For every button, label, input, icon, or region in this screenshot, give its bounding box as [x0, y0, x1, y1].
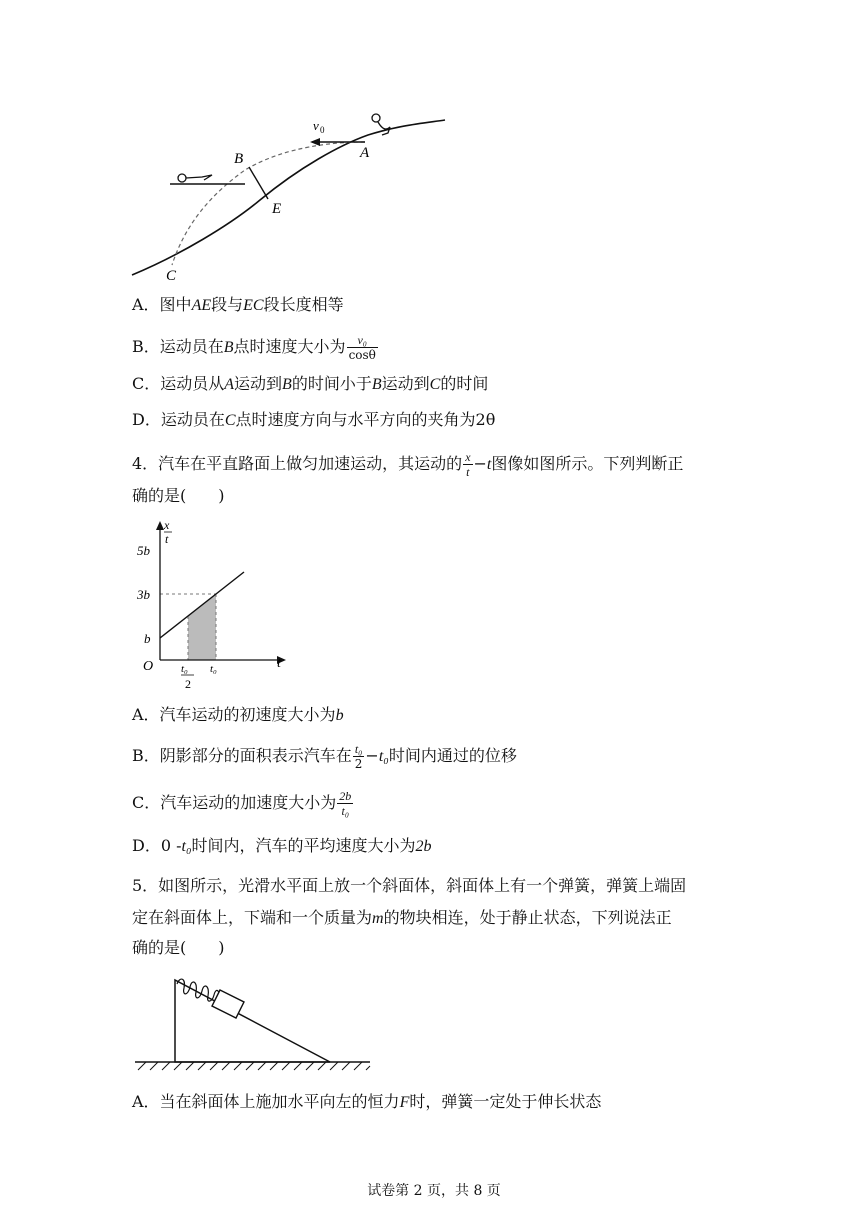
y-tick-b: b: [144, 631, 151, 646]
q3-option-c: C．运动员从A运动到B的时间小于B运动到C的时间: [132, 374, 489, 393]
q5-option-a: A．当在斜面体上施加水平向左的恒力F时，弹簧一定处于伸长状态: [132, 1092, 602, 1111]
be-segment: [249, 167, 268, 199]
q4-stem-line2: 确的是( ): [132, 486, 225, 505]
origin-label: O: [143, 659, 154, 674]
shaded-area: [188, 594, 216, 660]
q3-option-b: B．运动员在B点时速度大小为 $\frac{\text{v₀}}{\cos\theta}$: [132, 333, 376, 362]
page-footer: 试卷第 2 页，共 8 页: [367, 1183, 501, 1199]
y-tick-3b: 3b: [137, 587, 150, 602]
q4-option-a: A．汽车运动的初速度大小为b: [132, 705, 344, 724]
y-tick-5b: 5b: [137, 543, 150, 558]
label-a: A: [360, 145, 370, 161]
label-c: C: [166, 268, 177, 284]
incline-body: [175, 980, 330, 1062]
ski-slope-figure: [120, 105, 460, 290]
x-tick-t0: t₀: [210, 663, 217, 675]
xt-t-chart: [130, 515, 300, 695]
spring-icon: [177, 979, 220, 1001]
q3-option-a: A．图中AE段与EC段长度相等: [132, 295, 344, 314]
x-tick-half-num: t₀: [181, 663, 188, 675]
label-e: E: [272, 201, 282, 217]
q3-option-d: D．运动员在C点时速度方向与水平方向的夹角为2θ: [132, 410, 496, 429]
q4-option-c: C．汽车运动的加速度大小为 $\frac{2b}{\text{t₀}}$: [132, 789, 352, 818]
x-tick-half-den: 2: [185, 677, 191, 691]
q5-stem-line1: 5．如图所示，光滑水平面上放一个斜面体，斜面体上有一个弹簧，弹簧上端固: [132, 876, 687, 895]
fraction-x-over-t: $\frac{x}{t}$: [465, 450, 471, 479]
q4-stem-line1: 4．汽车在平直路面上做匀加速运动，其运动的 $\frac{x}{t}$ −t图像如图所示。下列判断正: [132, 450, 684, 479]
y-label-num: x: [164, 518, 170, 532]
trajectory-dashed: [172, 142, 365, 265]
q5-stem-line2: 定在斜面体上，下端和一个质量为m的物块相连，处于静止状态，下列说法正: [132, 908, 672, 927]
q4-option-b: B．阴影部分的面积表示汽车在 $\frac{\text{t₀}}{2}$ −t₀时间内通过的位移: [132, 742, 517, 771]
v0-arrowhead: [310, 138, 320, 146]
x-label: t: [277, 656, 281, 671]
q5-stem-line3: 确的是( ): [132, 938, 225, 957]
label-b: B: [234, 151, 244, 167]
ground-hatch: [138, 1062, 370, 1070]
label-v0: v: [313, 118, 319, 133]
y-label-den: t: [165, 532, 169, 546]
skier-b-icon: [178, 174, 212, 182]
fraction-t0-over-2: $\frac{\text{t₀}}{2}$: [354, 742, 363, 771]
q4-option-d: D．0 -t₀时间内，汽车的平均速度大小为2b: [132, 836, 432, 855]
incline-spring-figure: [130, 970, 375, 1075]
fraction-v0-cos: $\frac{\text{v₀}}{\cos\theta}$: [348, 333, 376, 362]
slope-line: [132, 120, 445, 275]
y-axis-arrow: [156, 521, 164, 530]
fraction-2b-over-t0: $\frac{2b}{\text{t₀}}$: [339, 789, 352, 818]
label-v0-sub: 0: [320, 125, 325, 135]
